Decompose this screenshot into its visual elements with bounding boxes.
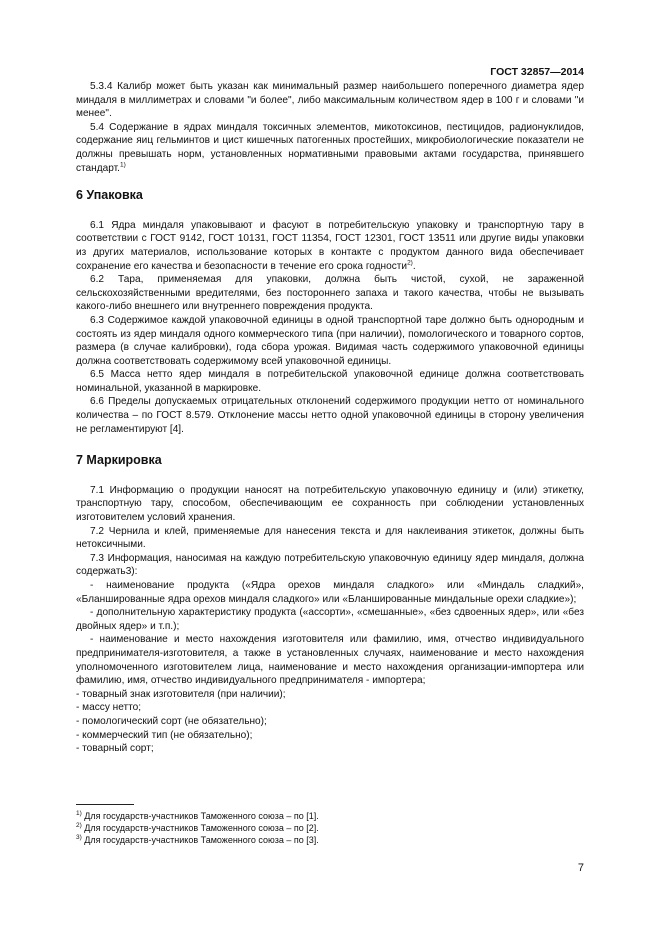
footnote-mark: 1) [76, 810, 82, 817]
footnote-text: Для государств-участников Таможенного союза – по [2]. [84, 823, 319, 833]
document-header: ГОСТ 32857—2014 [490, 66, 584, 78]
list-item: - помологический сорт (не обязательно); [76, 715, 267, 727]
footnote-ref-1: 1) [119, 161, 126, 169]
list-item: - массу нетто; [76, 702, 142, 714]
footnote-mark: 3) [76, 834, 82, 841]
list-item-manufacturer: - наименование и место нахождения изготовителя или фамилию, имя, отчество индивидуального предпринимателя-изготовителя, а также в установленных случаях, наименование и место нахождения уполномоченного изготовителем лица, наименование и место нахождения организации-импортера или фамилию, имя, отчество индивидуального предпринимателя - импортера; [76, 634, 584, 687]
footnote-divider [76, 804, 134, 805]
paragraph-6-1: 6.1 Ядра миндаля упаковывают и фасуют в потребительскую упаковку и транспортную тару в соответствии с ГОСТ 9142, ГОСТ 10131, ГОСТ 11354, ГОСТ 12301, ГОСТ 13511 или другие виды упаковки из других материалов, использование которых в контакте с продуктом данного вида обеспечивает сохранение его качества и безопасности в течение его срока годности$^{2)}$. [76, 219, 584, 272]
footnote-2 [76, 823, 584, 834]
paragraph-7-1: 7.1 Информацию о продукции наносят на потребительскую упаковочную единицу и (или) этикетку, транспортную тару, способом, обеспечивающим ее сохранность при соблюдении установленных изготовителем условий хранения. [76, 484, 584, 524]
list-item: - коммерческий тип (не обязательно); [76, 729, 253, 741]
list-item-product-name: - наименование продукта («Ядра орехов миндаля сладкого» или «Миндаль сладкий», «Бланшированные ядра орехов миндаля сладкого» или «Бланшированные миндальные орехи сладкие»); [76, 580, 584, 605]
paragraph-6-1-text: 6.1 Ядра миндаля упаковывают и фасуют в потребительскую упаковку и транспортную тару в соответствии с ГОСТ 9142, ГОСТ 10131, ГОСТ 11354, ГОСТ 12301, ГОСТ 13511 или другие виды упаковки из других материалов, использование которых в контакте с продуктом данного вида обеспечивает сохранение его качества и безопасности в течение его срока годности [76, 219, 584, 272]
list-item: - товарный знак изготовителя (при наличии); [76, 688, 286, 700]
footnote-1 [76, 811, 584, 822]
paragraph-6-6: 6.6 Пределы допускаемых отрицательных отклонений содержимого продукции нетто от номинального количества – по ГОСТ 8.579. Отклонение массы нетто одной упаковочной единицы в сторону увеличения не регламентируют [4]. [76, 396, 584, 435]
section-title-6: 6 Упаковка [76, 188, 143, 203]
paragraph-7-2: 7.2 Чернила и клей, применяемые для нанесения текста и для наклеивания этикеток, должны быть нетоксичными. [76, 525, 584, 551]
paragraph-5-4 [76, 121, 584, 175]
document-body [76, 80, 584, 756]
section-title-7: 7 Маркировка [76, 453, 162, 468]
paragraph-6-5: 6.5 Масса нетто ядер миндаля в потребительской упаковочной единице должна соответствовать номинальной, указанной в маркировке. [76, 369, 584, 394]
footnote-text: Для государств-участников Таможенного союза – по [1]. [84, 811, 319, 821]
paragraph-5-3-4: 5.3.4 Калибр может быть указан как минимальный размер наибольшего поперечного диаметра ядер миндаля в миллиметрах и словами "и более", либо максимальным количеством ядер в 100 г и словами "и менее". [76, 81, 584, 120]
paragraph-5-4-text: 5.4 Содержание в ядрах миндаля токсичных элементов, микотоксинов, пестицидов, радионуклидов, содержание яиц гельминтов и цист кишечных патогенных простейших, микробиологические показатели не должны превышать норм, установленных нормативными правовыми актами государства, принявшего стандарт. [76, 121, 584, 174]
footnote-text: Для государств-участников Таможенного союза – по [3]. [84, 835, 319, 845]
footnote-3 [76, 835, 584, 846]
list-item-extra-characteristic: - дополнительную характеристику продукта («ассорти», «смешанные», «без сдвоенных ядер», или «без двойных ядер» и т.п.); [76, 607, 584, 632]
paragraph-7-3: 7.3 Информация, наносимая на каждую потребительскую упаковочную единицу ядер миндаля, должна содержать3): [76, 552, 584, 578]
footnote-mark: 2) [76, 822, 82, 829]
paragraph-6-2: 6.2 Тара, применяемая для упаковки, должна быть чистой, сухой, не зараженной сельскохозяйственными вредителями, без постороннего запаха и такого качества, чтобы не вызывать какого-либо внешнего или внутреннего повреждения продукта. [76, 274, 584, 313]
footnote-ref-2: 2) [407, 259, 413, 267]
page-number: 7 [577, 862, 584, 874]
list-item: - товарный сорт; [76, 743, 154, 755]
paragraph-6-3: 6.3 Содержимое каждой упаковочной единицы в одной транспортной таре должно быть однородным и состоять из ядер миндаля одного коммерческого типа (при наличии), помологического и товарного сортов, размера (в случае калибровки), года сбора урожая. Видимая часть содержимого упаковочной единицы должна соответствовать содержимому всей упаковочной единицы. [76, 314, 584, 367]
